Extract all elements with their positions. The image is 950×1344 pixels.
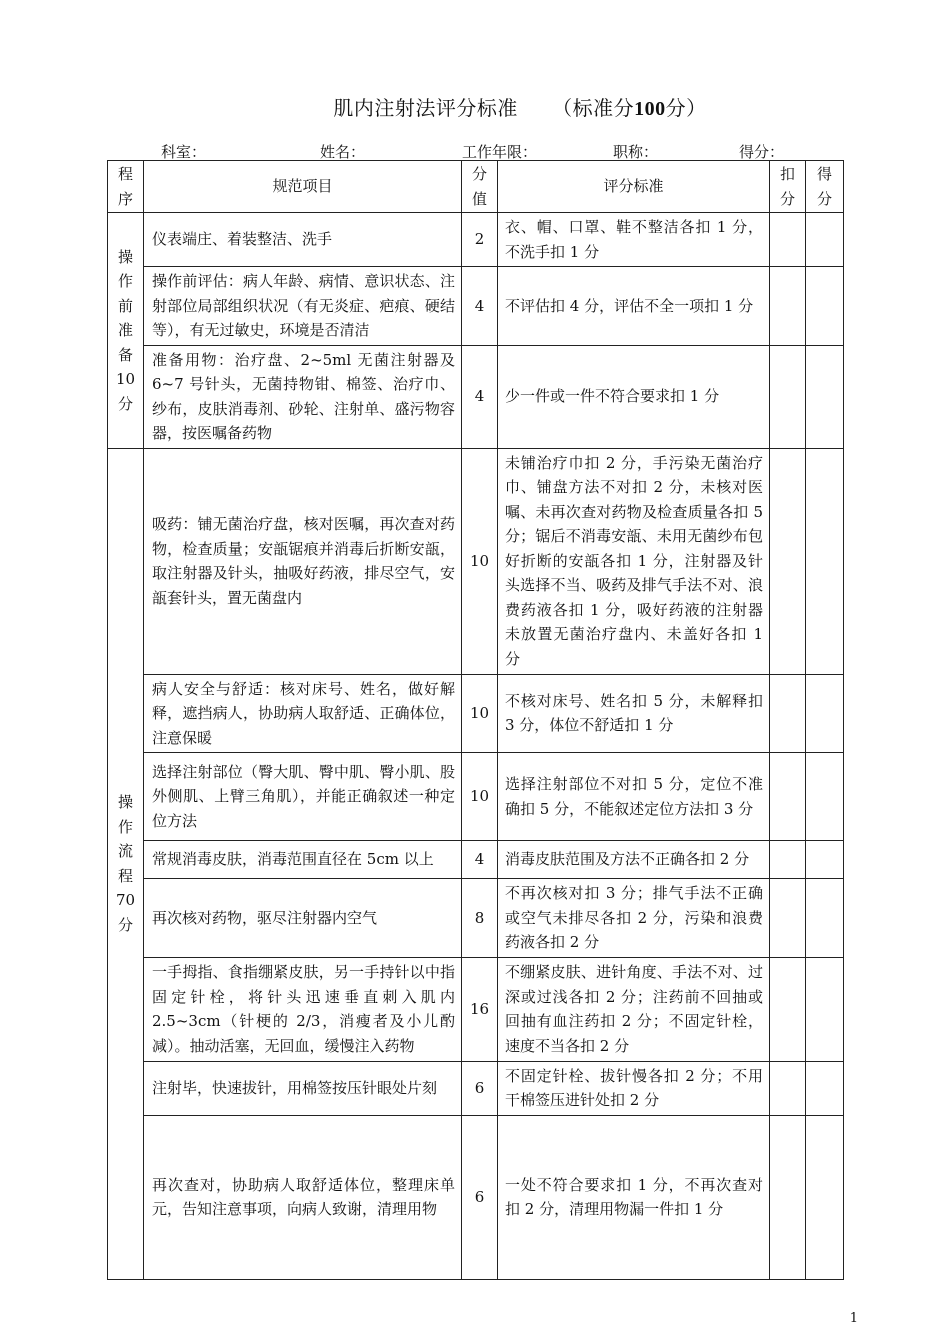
- points-cell: 6: [462, 1115, 498, 1279]
- score-cell: [806, 879, 844, 958]
- header-points: 分 值: [462, 161, 498, 213]
- item-cell: 常规消毒皮肤，消毒范围直径在 5cm 以上: [144, 841, 462, 879]
- section-label-char: 程: [117, 866, 133, 885]
- deduct-cell: [770, 448, 806, 674]
- header-deduct: 扣 分: [770, 161, 806, 213]
- points-cell: 6: [462, 1061, 498, 1115]
- meta-rank: 职称：: [613, 143, 659, 161]
- section-label-char: 分: [117, 915, 133, 934]
- table-row: [108, 841, 844, 879]
- section-label-char: 分: [117, 394, 133, 413]
- section-label-char: 作: [117, 817, 133, 836]
- section-label-char: 前: [117, 296, 133, 315]
- page-number: 1: [849, 1311, 858, 1326]
- header-got: 得 分: [806, 161, 844, 213]
- points-cell: 4: [462, 841, 498, 879]
- deduct-cell: [770, 345, 806, 448]
- page-title: [0, 92, 950, 121]
- table-row: [108, 957, 844, 1061]
- standard-cell: 不核对床号、姓名扣 5 分，未解释扣 3 分，体位不舒适扣 1 分: [498, 674, 770, 753]
- item-cell: 选择注射部位（臀大肌、臀中肌、臀小肌、股外侧肌、上臂三角肌），并能正确叙述一种定位方法: [144, 753, 462, 841]
- section-label: [108, 448, 144, 1279]
- table-row: [108, 267, 844, 346]
- item-cell: 病人安全与舒适：核对床号、姓名，做好解释，遮挡病人，协助病人取舒适、正确体位，注意保暖: [144, 674, 462, 753]
- points-cell: 4: [462, 345, 498, 448]
- deduct-cell: [770, 957, 806, 1061]
- meta-score: 得分：: [739, 143, 785, 161]
- meta-department: 科室：: [161, 143, 207, 161]
- header-seq: 程 序: [108, 161, 144, 213]
- table-row: [108, 345, 844, 448]
- score-cell: [806, 448, 844, 674]
- score-cell: [806, 267, 844, 346]
- score-cell: [806, 1061, 844, 1115]
- standard-cell: 消毒皮肤范围及方法不正确各扣 2 分: [498, 841, 770, 879]
- score-cell: [806, 213, 844, 267]
- section-label-char: 备: [117, 345, 133, 364]
- header-row: [108, 161, 844, 213]
- meta-years: 工作年限：: [462, 143, 538, 161]
- item-cell: 吸药：铺无菌治疗盘，核对医嘱，再次查对药物，检查质量；安瓿锯痕并消毒后折断安瓿，取注射器及针头，抽吸好药液，排尽空气，安瓿套针头，置无菌盘内: [144, 448, 462, 674]
- title-sub-suffix: 分）: [665, 96, 707, 120]
- deduct-cell: [770, 1115, 806, 1279]
- title-sub-prefix: （标准分: [552, 96, 635, 120]
- deduct-cell: [770, 674, 806, 753]
- points-cell: 4: [462, 267, 498, 346]
- score-cell: [806, 957, 844, 1061]
- section-label-char: 作: [117, 272, 133, 290]
- deduct-cell: [770, 267, 806, 346]
- section-label: [108, 213, 144, 449]
- table-row: [108, 1115, 844, 1279]
- item-cell: 操作前评估：病人年龄、病情、意识状态、注射部位局部组织状况（有无炎症、疤痕、硬结等），有无过敏史，环境是否清洁: [144, 267, 462, 346]
- standard-cell: 少一件或一件不符合要求扣 1 分: [498, 345, 770, 448]
- standard-cell: 不绷紧皮肤、进针角度、手法不对、过深或过浅各扣 2 分；注药前不回抽或回抽有血注药扣 2 分；不固定针栓，速度不当各扣 2 分: [498, 957, 770, 1061]
- deduct-cell: [770, 1061, 806, 1115]
- section-label-char: 70: [115, 891, 136, 909]
- standard-cell: 未铺治疗巾扣 2 分，手污染无菌治疗巾、铺盘方法不对扣 2 分，未核对医嘱、未再次查对药物及检查质量各扣 5 分；锯后不消毒安瓿、未用无菌纱布包好折断的安瓿各扣 1 分，注射器及针头选择不当、吸药及排气手法不对、浪费药液各扣 1 分，吸好药液的注射器未放置无菌治疗盘内、未盖好各扣 1 分: [498, 448, 770, 674]
- deduct-cell: [770, 879, 806, 958]
- standard-cell: 不再次核对扣 3 分；排气手法不正确或空气未排尽各扣 2 分，污染和浪费药液各扣 2 分: [498, 879, 770, 958]
- score-cell: [806, 841, 844, 879]
- section-label-char: 操: [117, 247, 133, 266]
- points-cell: 8: [462, 879, 498, 958]
- points-cell: 10: [462, 448, 498, 674]
- score-cell: [806, 753, 844, 841]
- item-cell: 仪表端庄、着装整洁、洗手: [144, 213, 462, 267]
- deduct-cell: [770, 213, 806, 267]
- points-cell: 2: [462, 213, 498, 267]
- table-row: [108, 1061, 844, 1115]
- item-cell: 再次查对，协助病人取舒适体位，整理床单元，告知注意事项，向病人致谢，清理用物: [144, 1115, 462, 1279]
- standard-cell: 衣、帽、口罩、鞋不整洁各扣 1 分，不洗手扣 1 分: [498, 213, 770, 267]
- title-sub-value: 100: [634, 98, 666, 120]
- points-cell: 10: [462, 674, 498, 753]
- section-label-char: 流: [117, 842, 133, 860]
- item-cell: 准备用物：治疗盘、2~5ml 无菌注射器及 6~7 号针头，无菌持物钳、棉签、治疗巾、纱布，皮肤消毒剂、砂轮、注射单、盛污物容器，按医嘱备药物: [144, 345, 462, 448]
- meta-name: 姓名：: [320, 143, 366, 161]
- deduct-cell: [770, 753, 806, 841]
- item-cell: 再次核对药物，驱尽注射器内空气: [144, 879, 462, 958]
- section-label-char: 10: [115, 370, 136, 388]
- section-label-char: 准: [117, 321, 133, 339]
- table-body: [108, 213, 844, 1280]
- table-row: [108, 448, 844, 674]
- points-cell: 16: [462, 957, 498, 1061]
- score-cell: [806, 674, 844, 753]
- title-main: 肌内注射法评分标准: [333, 96, 518, 120]
- header-standard: 评分标准: [498, 161, 770, 213]
- score-cell: [806, 345, 844, 448]
- standard-cell: 不固定针栓、拔针慢各扣 2 分；不用干棉签压进针处扣 2 分: [498, 1061, 770, 1115]
- standard-cell: 选择注射部位不对扣 5 分，定位不准确扣 5 分，不能叙述定位方法扣 3 分: [498, 753, 770, 841]
- table-row: [108, 879, 844, 958]
- standard-cell: 一处不符合要求扣 1 分，不再次查对扣 2 分，清理用物漏一件扣 1 分: [498, 1115, 770, 1279]
- scoring-table: [107, 160, 844, 1280]
- score-cell: [806, 1115, 844, 1279]
- standard-cell: 不评估扣 4 分，评估不全一项扣 1 分: [498, 267, 770, 346]
- header-item: 规范项目: [144, 161, 462, 213]
- points-cell: 10: [462, 753, 498, 841]
- item-cell: 注射毕，快速拔针，用棉签按压针眼处片刻: [144, 1061, 462, 1115]
- table-row: [108, 753, 844, 841]
- section-label-char: 操: [117, 793, 133, 811]
- table-row: [108, 213, 844, 267]
- item-cell: 一手拇指、食指绷紧皮肤，另一手持针以中指固定针栓，将针头迅速垂直刺入肌内 2.5~3cm（针梗的 2/3，消瘦者及小儿酌减）。抽动活塞，无回血，缓慢注入药物: [144, 957, 462, 1061]
- deduct-cell: [770, 841, 806, 879]
- table-row: [108, 674, 844, 753]
